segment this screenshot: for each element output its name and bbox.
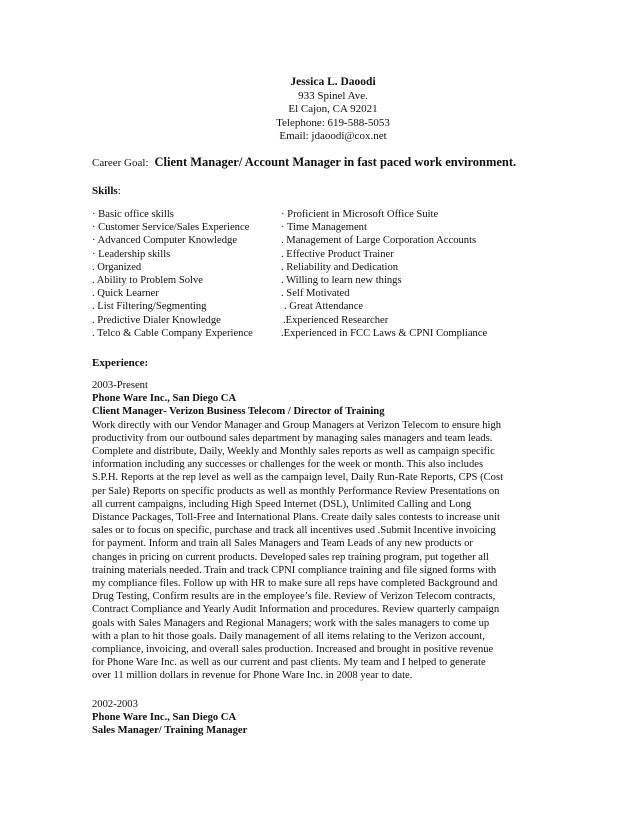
description-line: compliance, invoicing, and overall sales production. Increased and brought in positive revenue bbox=[92, 644, 494, 656]
skill-row bbox=[92, 327, 562, 340]
skills-heading-colon: : bbox=[117, 185, 121, 197]
description-line: over 11 million dollars in revenue for Phone Ware Inc. in 2008 year to date. bbox=[92, 670, 413, 682]
skill-row bbox=[92, 314, 562, 327]
description-line: for Phone Ware Inc. as well as our current and past clients. My team and I helped to generate bbox=[92, 657, 486, 669]
experience-heading: Experience: bbox=[92, 357, 149, 369]
skill-item: · Leadership skills bbox=[92, 248, 171, 260]
skill-item: · Customer Service/Sales Experience bbox=[92, 222, 250, 234]
skills-list bbox=[92, 208, 562, 340]
skill-item: · Proficient in Microsoft Office Suite bbox=[281, 209, 439, 220]
skill-item: . Organized bbox=[92, 261, 142, 273]
career-goal-text: Client Manager/ Account Manager in fast paced work environment. bbox=[154, 155, 517, 169]
job-company: Phone Ware Inc., San Diego CA bbox=[92, 393, 237, 405]
skill-item: . Reliability and Dedication bbox=[281, 261, 399, 273]
skill-row bbox=[92, 248, 562, 261]
skill-item: .Experienced Researcher bbox=[283, 314, 389, 326]
description-line: with a plan to hit those goals. Daily management of all items relating to the Verizon account, bbox=[92, 630, 485, 642]
career-goal-label: Career Goal: bbox=[92, 157, 149, 169]
description-line: Contract Compliance and Yearly Audit Information and procedures. Review quarterly campaign bbox=[92, 604, 500, 616]
skills-heading-text: Skills bbox=[92, 185, 118, 197]
description-line: S.P.H. Reports at the rep level as well as the campaign level, Daily Run-Rate Reports, CPS (Cost bbox=[92, 472, 504, 484]
email: Email: jdaoodi@cox.net bbox=[279, 130, 387, 142]
job-entry bbox=[92, 698, 552, 738]
description-line: per Sale) Reports on specific products as well as monthly Performance Review Presentations on bbox=[92, 485, 500, 497]
skill-item: . Effective Product Trainer bbox=[281, 248, 394, 260]
description-line: sales or to focus on specific, purchase and track all incentives used .Submit Incentive invoicing bbox=[92, 525, 496, 537]
skill-row bbox=[92, 274, 562, 287]
job-title: Sales Manager/ Training Manager bbox=[92, 725, 248, 737]
description-line: Complete and distribute, Daily, Weekly and Monthly sales reports as well as campaign specific bbox=[92, 446, 495, 458]
job-title: Client Manager- Verizon Business Telecom / Director of Training bbox=[92, 406, 385, 418]
skill-item: . Telco & Cable Company Experience bbox=[92, 327, 253, 339]
job-description bbox=[92, 419, 552, 683]
skill-item: · Basic office skills bbox=[92, 209, 174, 220]
skill-item: · Advanced Computer Knowledge bbox=[92, 235, 238, 247]
skill-row bbox=[92, 208, 562, 221]
job-entry bbox=[92, 379, 552, 683]
skill-item: . List Filtering/Segmenting bbox=[92, 301, 207, 313]
street-address: 933 Spinel Ave. bbox=[298, 89, 368, 102]
description-line: goals with Sales Managers and Regional Managers; work with the sales managers to come up bbox=[92, 617, 490, 629]
skill-item: · Time Management bbox=[281, 222, 367, 234]
description-line: all current campaigns, including High Speed Internet (DSL), Unlimited Calling and Long bbox=[92, 498, 472, 510]
skill-row bbox=[92, 287, 562, 300]
skill-item: . Ability to Problem Solve bbox=[92, 275, 203, 287]
skill-item: . Management of Large Corporation Accounts bbox=[281, 235, 477, 247]
skill-row bbox=[92, 221, 562, 234]
city-state-zip: El Cajon, CA 92021 bbox=[288, 103, 378, 115]
skill-row bbox=[92, 234, 562, 247]
description-line: productivity from our outbound sales department by managing sales managers and team leads. bbox=[92, 432, 493, 444]
description-line: Work directly with our Vendor Manager and Group Managers at Verizon Telecom to ensure high bbox=[92, 419, 502, 431]
skill-row bbox=[92, 300, 562, 313]
job-dates: 2003-Present bbox=[92, 380, 148, 391]
contact-header bbox=[0, 76, 638, 144]
description-line: my compliance files. Follow up with HR to make sure all reps have completed Background and bbox=[92, 578, 498, 590]
telephone: Telephone: 619-588-5053 bbox=[276, 116, 390, 129]
description-line: for payment. Inform and train all Sales Managers and Team Leads of any new products or bbox=[92, 538, 473, 550]
skill-item: . Willing to learn new things bbox=[281, 275, 402, 287]
skill-item: . Predictive Dialer Knowledge bbox=[92, 314, 221, 326]
description-line: Distance Packages, Toll-Free and International Plans. Create daily sales contests to increase unit bbox=[92, 512, 500, 524]
skill-item: .Experienced in FCC Laws & CPNI Compliance bbox=[281, 327, 488, 339]
description-line: information including any successes or challenges for the week or month. This also includes bbox=[92, 459, 484, 471]
description-line: training materials needed. Train and track CPNI compliance training and file signed forms with bbox=[92, 564, 497, 576]
skill-item: . Quick Learner bbox=[92, 288, 159, 300]
job-company: Phone Ware Inc., San Diego CA bbox=[92, 712, 237, 724]
candidate-name: Jessica L. Daoodi bbox=[290, 76, 376, 88]
description-line: changes in pricing on current products. Developed sales rep training program, put together all bbox=[92, 551, 489, 563]
skills-heading bbox=[92, 185, 121, 197]
career-goal bbox=[92, 155, 516, 170]
skill-item: . Self Motivated bbox=[281, 288, 350, 300]
description-line: Drug Testing, Confirm results are in the employee’s file. Review of Verizon Telecom contracts, bbox=[92, 591, 496, 603]
skill-item: . Great Attendance bbox=[284, 301, 364, 313]
skill-row bbox=[92, 261, 562, 274]
job-dates: 2002-2003 bbox=[92, 699, 138, 710]
